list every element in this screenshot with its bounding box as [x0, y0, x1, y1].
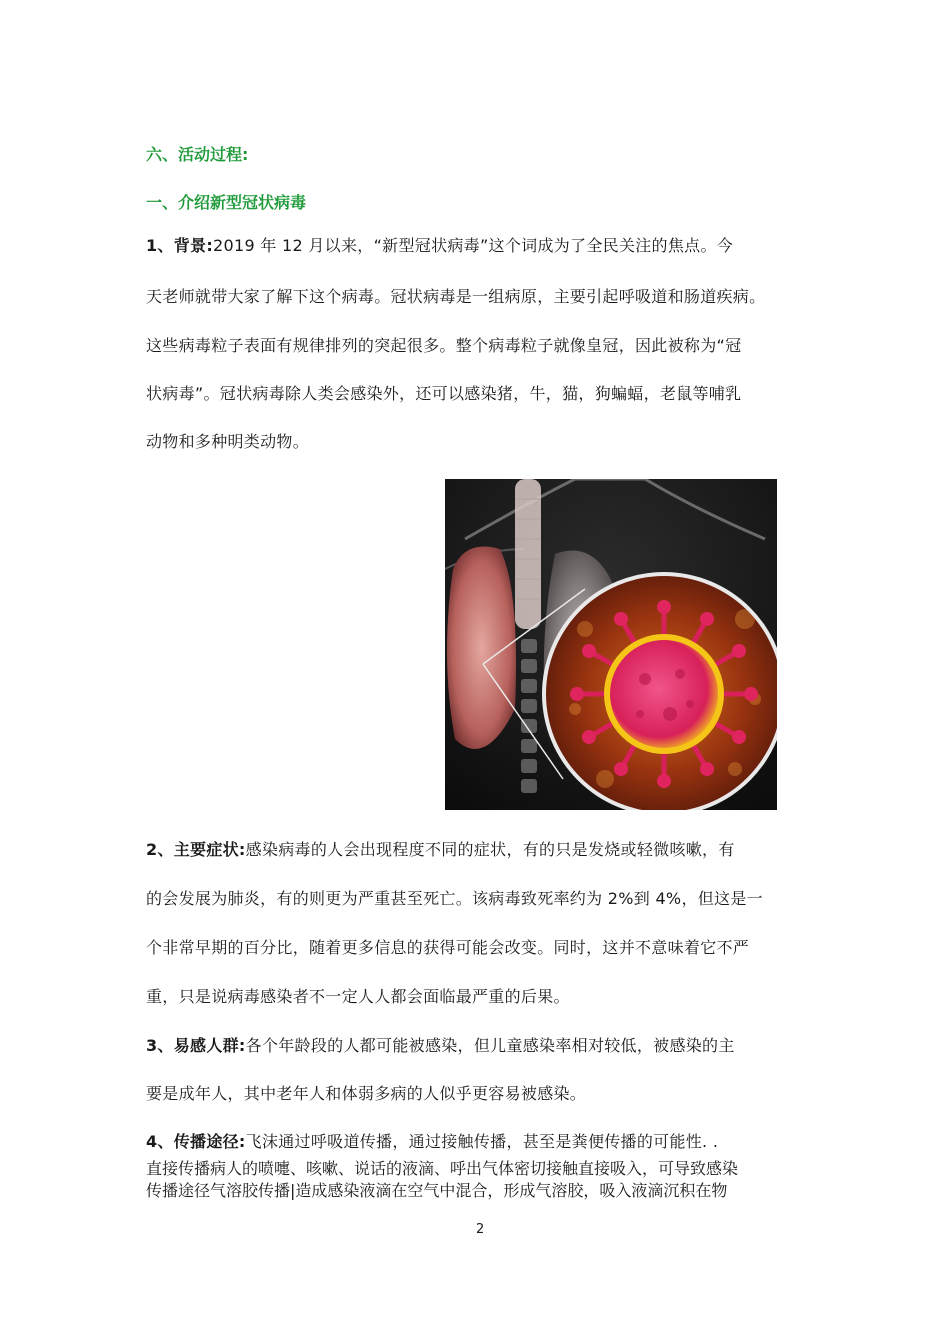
symptoms-label: 2、主要症状:: [146, 840, 246, 859]
background-line-2: 天老师就带大家了解下这个病毒。冠状病毒是一组病原，主要引起呼吸道和肠道疾病。: [146, 287, 766, 306]
symptoms-line-4: 重，只是说病毒感染者不一定人人都会面临最严重的后果。: [146, 987, 570, 1006]
susceptible-line-1: 3、易感人群:各个年龄段的人都可能被感染，但儿童感染率相对较低，被感染的主: [146, 1036, 735, 1055]
background-line-1: 1、背景:2019 年 12 月以来，“新型冠状病毒”这个词成为了全民关注的焦点。今: [146, 236, 734, 255]
transmission-label: 4、传播途径:: [146, 1132, 246, 1151]
activity-process-heading: 六、活动过程:: [146, 145, 249, 164]
symptoms-line-2: 的会发展为肺炎，有的则更为严重甚至死亡。该病毒致死率约为 2%到 4%，但这是一: [146, 889, 763, 908]
coronavirus-lung-image: [445, 479, 777, 810]
transmission-line-1: 4、传播途径:飞沫通过呼吸道传播，通过接触传播，甚至是粪便传播的可能性. .: [146, 1132, 719, 1151]
page-number: 2: [476, 1222, 485, 1237]
background-label: 1、背景:: [146, 236, 214, 255]
susceptible-label: 3、易感人群:: [146, 1036, 246, 1055]
susceptible-line-2: 要是成年人，其中老年人和体弱多病的人似乎更容易被感染。: [146, 1084, 587, 1103]
background-line-3: 这些病毒粒子表面有规律排列的突起很多。整个病毒粒子就像皇冠，因此被称为“冠: [146, 336, 742, 355]
symptoms-line-3: 个非常早期的百分比，随着更多信息的获得可能会改变。同时，这并不意味着它不严: [146, 938, 750, 957]
transmission-line-3: 传播途径气溶胶传播|造成感染液滴在空气中混合，形成气溶胶，吸入液滴沉积在物: [146, 1181, 728, 1200]
symptoms-line-1: 2、主要症状:感染病毒的人会出现程度不同的症状，有的只是发烧或轻微咳嗽，有: [146, 840, 735, 859]
virus-body: [610, 640, 718, 748]
background-line-4: 状病毒”。冠状病毒除人类会感染外，还可以感染猪，牛，猫，狗蝙蝠，老鼠等哺乳: [146, 384, 742, 403]
background-line-5: 动物和多种明类动物。: [146, 432, 310, 451]
transmission-line-2: 直接传播病人的喷嚏、咳嗽、说话的液滴、呼出气体密切接触直接吸入，可导致感染: [146, 1159, 739, 1178]
intro-virus-heading: 一、介绍新型冠状病毒: [146, 193, 307, 212]
coronavirus-lung-illustration: [445, 479, 777, 810]
